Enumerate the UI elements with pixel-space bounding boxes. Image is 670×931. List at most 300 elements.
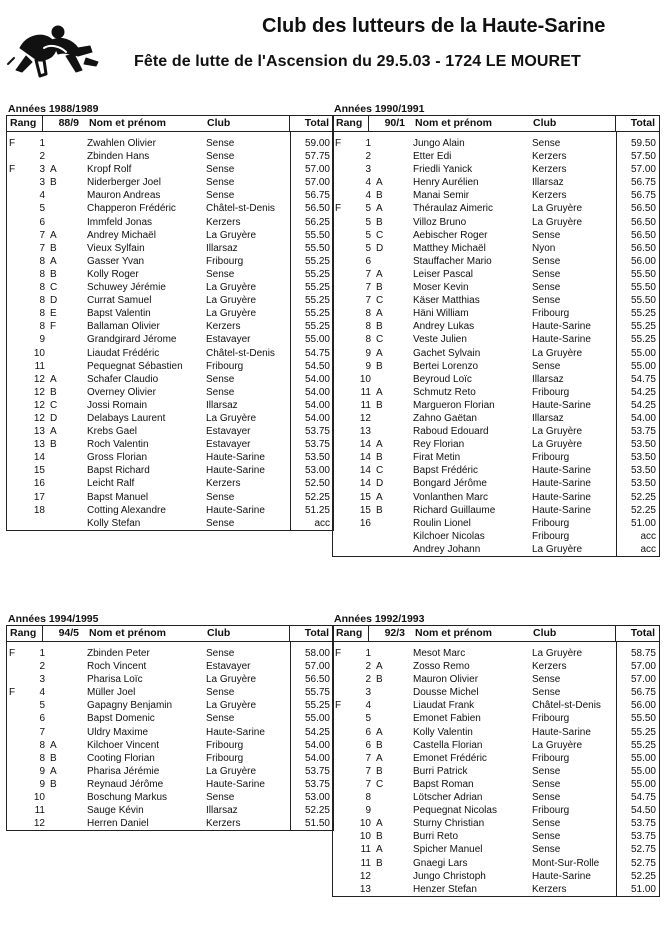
table-row — [333, 517, 659, 530]
rank-cell: 5 — [365, 203, 371, 215]
name-cell: Pequegnat Sébastien — [87, 360, 183, 372]
rank-suffix-cell: B — [376, 360, 383, 372]
rank-suffix-cell: B — [376, 216, 383, 228]
table-row — [333, 412, 659, 425]
final-marker — [333, 517, 347, 530]
rank-cell: 1 — [39, 138, 45, 149]
rank-suffix-cell: A — [376, 661, 383, 673]
name-cell: Gachet Sylvain — [413, 347, 481, 359]
rank-suffix-cell — [373, 412, 387, 425]
rank-suffix-cell: C — [376, 334, 384, 346]
club-cell: Haute-Sarine — [206, 504, 265, 516]
club-cell: Haute-Sarine — [532, 465, 591, 477]
club-cell: Sense — [532, 674, 561, 686]
rank-cell: 10 — [359, 831, 371, 843]
name-cell: Schuwey Jérémie — [87, 282, 166, 294]
name-cell: Gasser Yvan — [87, 255, 145, 267]
rank-suffix-cell — [373, 255, 387, 268]
rank-suffix-cell: F — [50, 321, 57, 333]
club-cell: Fribourg — [532, 452, 570, 464]
club-cell: Fribourg — [532, 530, 570, 542]
total-cell: 51.50 — [304, 818, 330, 830]
table-row — [333, 857, 659, 870]
total-cell: 56.25 — [304, 216, 330, 228]
final-marker — [7, 150, 21, 163]
final-marker — [333, 347, 347, 360]
rank-suffix-cell — [373, 373, 387, 386]
rank-suffix-cell: A — [50, 373, 57, 385]
name-cell: Zahno Gaëtan — [413, 412, 477, 424]
table-row — [333, 477, 659, 490]
name-cell: Kropf Rolf — [87, 164, 132, 176]
club-cell: La Gruyère — [532, 439, 583, 451]
final-marker — [333, 281, 347, 294]
name-cell: Zosso Remo — [413, 661, 470, 673]
club-cell: Sense — [206, 268, 235, 280]
rank-suffix-cell: B — [376, 857, 383, 869]
total-cell: 55.25 — [630, 334, 656, 346]
name-cell: Roch Valentin — [87, 439, 149, 451]
rank-suffix-cell — [47, 647, 61, 660]
final-marker — [333, 673, 347, 686]
club-cell: Kerzers — [532, 883, 567, 895]
rank-cell: 15 — [359, 491, 371, 503]
table-row — [333, 163, 659, 176]
rank-suffix-cell — [373, 543, 387, 556]
table-row — [7, 660, 333, 673]
rank-cell: 17 — [33, 491, 45, 503]
total-cell: 53.50 — [630, 439, 656, 451]
final-marker: F — [335, 203, 342, 215]
club-cell: Sense — [532, 360, 561, 372]
total-cell: 54.25 — [630, 399, 656, 411]
final-marker — [7, 660, 21, 673]
rank-cell: 5 — [39, 203, 45, 215]
club-cell: Haute-Sarine — [206, 778, 265, 790]
rank-cell: 16 — [359, 517, 371, 529]
rank-suffix-cell — [47, 216, 61, 229]
name-cell: Théraulaz Aimeric — [413, 203, 494, 215]
club-cell: Sense — [206, 164, 235, 176]
rank-cell: 7 — [39, 726, 45, 738]
table-row — [333, 137, 659, 150]
final-marker — [333, 491, 347, 504]
rank-cell: 5 — [39, 700, 45, 712]
total-cell: 54.75 — [630, 792, 656, 804]
name-cell: Reynaud Jérôme — [87, 778, 164, 790]
name-cell: Henry Aurélien — [413, 177, 479, 189]
table-row — [333, 791, 659, 804]
total-cell: 56.00 — [630, 255, 656, 267]
total-cell: acc — [640, 543, 656, 555]
table-row — [7, 778, 333, 791]
final-marker — [333, 843, 347, 856]
table-header — [7, 626, 333, 642]
section-label: Années 1994/1995 — [8, 613, 99, 625]
name-cell: Uldry Maxime — [87, 726, 149, 738]
total-cell: 54.50 — [630, 805, 656, 817]
table-row — [7, 517, 333, 530]
club-cell: Sense — [532, 229, 561, 241]
name-cell: Burri Patrick — [413, 765, 468, 777]
rank-suffix-cell: A — [376, 752, 383, 764]
total-cell: 55.00 — [630, 752, 656, 764]
table-row — [7, 477, 333, 490]
total-cell: 52.25 — [304, 805, 330, 817]
final-marker — [7, 791, 21, 804]
club-cell: Sense — [532, 765, 561, 777]
total-cell: 54.00 — [630, 412, 656, 424]
club-cell: Kerzers — [206, 216, 241, 228]
club-cell: Sense — [206, 517, 235, 529]
total-cell: 56.00 — [630, 700, 656, 712]
total-cell: 55.25 — [304, 308, 330, 320]
club-cell: Sense — [532, 282, 561, 294]
name-cell: Stauffacher Mario — [413, 255, 492, 267]
club-cell: Illarsaz — [532, 373, 564, 385]
name-cell: Currat Samuel — [87, 295, 152, 307]
table-row — [333, 189, 659, 202]
rank-suffix-cell: B — [376, 739, 383, 751]
rank-suffix-cell: B — [376, 674, 383, 686]
table-row — [333, 386, 659, 399]
rank-suffix-cell — [47, 202, 61, 215]
rank-suffix-cell — [47, 791, 61, 804]
table-row — [7, 189, 333, 202]
final-marker — [333, 765, 347, 778]
name-cell: Delabays Laurent — [87, 412, 166, 424]
rank-suffix-cell: A — [376, 726, 383, 738]
name-cell: Bapst Roman — [413, 778, 474, 790]
col-header-rang: Rang — [7, 116, 43, 131]
total-cell: 55.25 — [304, 321, 330, 333]
table-row — [333, 294, 659, 307]
club-cell: Sense — [206, 190, 235, 202]
rank-suffix-cell — [373, 791, 387, 804]
rank-cell: 12 — [33, 818, 45, 830]
total-cell: 56.50 — [630, 229, 656, 241]
rank-cell: 8 — [39, 295, 45, 307]
rank-suffix-cell: A — [376, 203, 383, 215]
table-body — [333, 642, 659, 896]
rank-cell: 14 — [359, 452, 371, 464]
final-marker — [7, 438, 21, 451]
final-marker — [7, 333, 21, 346]
club-cell: Kerzers — [532, 151, 567, 163]
rank-suffix-cell — [47, 464, 61, 477]
club-cell: Sense — [206, 687, 235, 699]
rank-cell: 9 — [365, 360, 371, 372]
name-cell: Sturny Christian — [413, 818, 485, 830]
rank-suffix-cell — [47, 150, 61, 163]
rank-cell: 8 — [39, 752, 45, 764]
table-row — [7, 320, 333, 333]
rank-cell: 15 — [33, 465, 45, 477]
total-cell: 54.00 — [304, 373, 330, 385]
name-cell: Gross Florian — [87, 452, 148, 464]
rank-suffix-cell — [373, 517, 387, 530]
rank-cell: 10 — [33, 792, 45, 804]
rank-suffix-cell: B — [50, 242, 57, 254]
name-cell: Grandgirard Jérome — [87, 334, 177, 346]
club-cell: La Gruyère — [532, 347, 583, 359]
rank-cell: 7 — [365, 778, 371, 790]
final-marker — [333, 660, 347, 673]
name-cell: Gapagny Benjamin — [87, 700, 173, 712]
col-header-year: 90/1 — [384, 117, 405, 129]
club-cell: Fribourg — [206, 739, 244, 751]
rank-suffix-cell: A — [376, 386, 383, 398]
club-cell: Haute-Sarine — [532, 399, 591, 411]
total-cell: 53.75 — [304, 778, 330, 790]
name-cell: Margueron Florian — [413, 399, 495, 411]
club-cell: Sense — [532, 844, 561, 856]
club-cell: Illarsaz — [206, 805, 238, 817]
final-marker — [7, 373, 21, 386]
section-label: Années 1988/1989 — [8, 103, 99, 115]
name-cell: Bapst Richard — [87, 465, 150, 477]
table-row — [333, 870, 659, 883]
rank-cell: 8 — [365, 308, 371, 320]
col-header-year: 94/5 — [58, 627, 79, 639]
total-cell: 51.00 — [630, 883, 656, 895]
final-marker — [7, 739, 21, 752]
table-row — [333, 438, 659, 451]
name-cell: Mauron Olivier — [413, 674, 479, 686]
rank-suffix-cell: C — [376, 295, 384, 307]
club-cell: La Gruyère — [532, 203, 583, 215]
name-cell: Bapst Valentin — [87, 308, 151, 320]
rank-suffix-cell: B — [376, 504, 383, 516]
total-cell: 55.50 — [630, 268, 656, 280]
final-marker — [7, 360, 21, 373]
rank-suffix-cell: A — [376, 818, 383, 830]
rank-cell: 8 — [365, 792, 371, 804]
total-cell: 54.00 — [304, 399, 330, 411]
total-cell: 56.50 — [630, 203, 656, 215]
table-row — [333, 726, 659, 739]
club-cell: La Gruyère — [206, 700, 257, 712]
table-row — [7, 791, 333, 804]
club-cell: Estavayer — [206, 661, 251, 673]
table-row — [7, 176, 333, 189]
final-marker — [7, 491, 21, 504]
table-row — [333, 765, 659, 778]
rank-cell: 13 — [33, 439, 45, 451]
club-cell: Haute-Sarine — [532, 504, 591, 516]
total-cell: 53.50 — [630, 465, 656, 477]
club-cell: Kerzers — [532, 661, 567, 673]
total-cell: 53.75 — [304, 765, 330, 777]
name-cell: Roulin Lionel — [413, 517, 471, 529]
table-row — [333, 399, 659, 412]
rank-cell: 11 — [360, 844, 371, 856]
rank-suffix-cell: B — [376, 399, 383, 411]
rank-cell: 4 — [39, 190, 45, 202]
rank-suffix-cell: B — [376, 452, 383, 464]
final-marker — [7, 673, 21, 686]
final-marker — [333, 438, 347, 451]
rank-suffix-cell — [47, 726, 61, 739]
table-body — [7, 132, 333, 530]
total-cell: 52.25 — [304, 491, 330, 503]
total-cell: 52.25 — [630, 504, 656, 516]
club-cell: Sense — [206, 151, 235, 163]
results-section-1988-1989 — [6, 103, 334, 531]
table-row — [7, 386, 333, 399]
total-cell: 53.75 — [304, 439, 330, 451]
rank-cell: 6 — [39, 216, 45, 228]
table-row — [7, 804, 333, 817]
club-cell: Illarsaz — [206, 399, 238, 411]
club-cell: Haute-Sarine — [532, 870, 591, 882]
club-cell: Sense — [532, 687, 561, 699]
final-marker — [333, 150, 347, 163]
table-row — [333, 673, 659, 686]
total-cell: 56.75 — [304, 190, 330, 202]
name-cell: Richard Guillaume — [413, 504, 496, 516]
final-marker: F — [9, 138, 16, 149]
table-row — [7, 752, 333, 765]
rank-cell: 14 — [359, 478, 371, 490]
rank-cell — [347, 543, 373, 556]
club-cell: Nyon — [532, 242, 556, 254]
total-cell: 54.25 — [630, 386, 656, 398]
name-cell: Kolly Valentin — [413, 726, 473, 738]
club-cell: La Gruyère — [532, 426, 583, 438]
final-marker: F — [335, 138, 342, 149]
total-cell: 55.25 — [304, 268, 330, 280]
name-cell: Häni William — [413, 308, 469, 320]
total-cell: 59.00 — [304, 138, 330, 149]
total-cell: 57.00 — [630, 164, 656, 176]
table-row — [333, 202, 659, 215]
results-table — [332, 115, 660, 557]
name-cell: Ballaman Olivier — [87, 321, 160, 333]
final-marker — [7, 752, 21, 765]
table-row — [7, 491, 333, 504]
total-cell: 53.00 — [304, 465, 330, 477]
final-marker — [7, 320, 21, 333]
final-marker — [7, 477, 21, 490]
rank-suffix-cell: A — [376, 491, 383, 503]
total-cell: 56.75 — [630, 177, 656, 189]
final-marker — [333, 412, 347, 425]
club-cell: Illarsaz — [532, 412, 564, 424]
rank-cell: 7 — [365, 295, 371, 307]
rank-cell: 7 — [39, 229, 45, 241]
table-header — [333, 626, 659, 642]
results-section-1990-1991 — [332, 103, 660, 557]
final-marker — [7, 817, 21, 830]
col-header-total: Total — [615, 116, 659, 131]
rank-cell: 6 — [365, 255, 371, 267]
rank-cell: 4 — [39, 687, 45, 699]
club-cell: Sense — [532, 138, 561, 149]
rank-cell: 5 — [365, 713, 371, 725]
rank-suffix-cell: D — [50, 412, 58, 424]
table-row — [333, 268, 659, 281]
results-section-1994-1995 — [6, 613, 334, 831]
final-marker — [7, 765, 21, 778]
final-marker — [7, 451, 21, 464]
table-row — [7, 216, 333, 229]
table-body — [333, 132, 659, 556]
final-marker — [7, 386, 21, 399]
final-marker — [333, 752, 347, 765]
name-cell: Zbinden Hans — [87, 151, 150, 163]
total-cell: 53.50 — [630, 478, 656, 490]
rank-suffix-cell: B — [50, 752, 57, 764]
club-cell: Sense — [532, 268, 561, 280]
club-cell: Illarsaz — [532, 177, 564, 189]
club-cell: Sense — [206, 713, 235, 725]
name-cell: Bapst Frédéric — [413, 465, 479, 477]
table-row — [333, 373, 659, 386]
table-row — [333, 216, 659, 229]
final-marker: F — [335, 648, 342, 659]
total-cell: 57.00 — [630, 674, 656, 686]
final-marker — [333, 477, 347, 490]
club-cell: La Gruyère — [206, 282, 257, 294]
total-cell: 55.50 — [630, 713, 656, 725]
name-cell: Castella Florian — [413, 739, 483, 751]
club-logo-wrestlers-icon — [6, 18, 102, 82]
name-cell: Overney Olivier — [87, 386, 156, 398]
table-row — [333, 176, 659, 189]
total-cell: 57.00 — [304, 164, 330, 176]
rank-cell: 2 — [365, 661, 371, 673]
name-cell: Lötscher Adrian — [413, 792, 483, 804]
club-cell: La Gruyère — [206, 412, 257, 424]
total-cell: 56.50 — [630, 242, 656, 254]
rank-cell: 13 — [33, 426, 45, 438]
total-cell: 55.50 — [304, 229, 330, 241]
total-cell: 55.50 — [630, 282, 656, 294]
table-row — [7, 202, 333, 215]
rank-cell: 2 — [365, 674, 371, 686]
total-cell: 53.00 — [304, 792, 330, 804]
total-cell: 56.75 — [630, 190, 656, 202]
club-cell: Haute-Sarine — [532, 726, 591, 738]
table-row — [7, 451, 333, 464]
rank-suffix-cell — [373, 870, 387, 883]
table-row — [7, 712, 333, 725]
final-marker — [333, 360, 347, 373]
name-cell: Bertei Lorenzo — [413, 360, 479, 372]
final-marker — [7, 255, 21, 268]
name-cell: Kolly Roger — [87, 268, 139, 280]
rank-suffix-cell: B — [50, 778, 57, 790]
name-cell: Dousse Michel — [413, 687, 479, 699]
total-cell: 52.75 — [630, 844, 656, 856]
rank-suffix-cell — [373, 699, 387, 712]
table-row — [333, 464, 659, 477]
table-row — [333, 347, 659, 360]
table-row — [333, 660, 659, 673]
final-marker — [7, 281, 21, 294]
final-marker: F — [9, 648, 16, 659]
final-marker — [7, 412, 21, 425]
name-cell: Matthey Michaël — [413, 242, 486, 254]
name-cell: Andrey Lukas — [413, 321, 475, 333]
final-marker — [7, 464, 21, 477]
club-cell: Sense — [206, 138, 235, 149]
rank-cell: 11 — [360, 386, 371, 398]
rank-cell: 10 — [33, 347, 45, 359]
table-row — [333, 333, 659, 346]
rank-cell: 6 — [39, 713, 45, 725]
